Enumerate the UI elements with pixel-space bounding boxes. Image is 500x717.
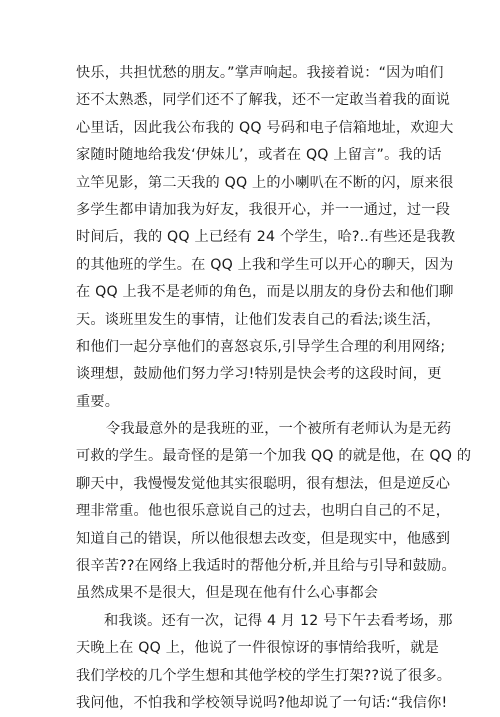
text-line: 聊天中，我慢慢发觉他其实很聪明，很有想法，但是逆反心: [76, 475, 451, 492]
text-line: 时间后，我的 QQ 上已经有 24 个学生，哈?..有些还是我教: [76, 229, 456, 246]
paragraph-start-line: 令我最意外的是我班的亚，一个被所有老师认为是无药: [106, 421, 452, 438]
text-line: 重要。: [76, 393, 120, 410]
text-line: 和他们一起分享他们的喜怒哀乐,引导学生合理的利用网络;: [76, 338, 446, 355]
text-line: 很辛苦??在网络上我适时的帮他分析,并且给与引导和鼓励。: [76, 558, 456, 575]
text-line: 家随时随地给我发‘伊妹儿’，或者在 QQ 上留言”。我的话: [76, 147, 442, 164]
text-line: 还不太熟悉，同学们还不了解我，还不一定敢当着我的面说: [76, 92, 451, 109]
text-line: 立竿见影，第二天我的 QQ 上的小喇叭在不断的闪，原来很: [76, 174, 454, 191]
paragraph-start-line: 和我谈。还有一次，记得 4 月 12 号下午去看考场，那: [104, 612, 453, 629]
text-line: 我问他，不怕我和学校领导说吗?他却说了一句话:“我信你!: [76, 694, 448, 711]
text-line: 虽然成果不是很大，但是现在他有什么心事都会: [76, 585, 379, 602]
text-line: 谈理想，鼓励他们努力学习!特别是快会考的这段时间，更: [76, 366, 442, 383]
text-line: 理非常重。他也很乐意说自己的过去，也明白自己的不足，: [76, 503, 451, 520]
text-line: 心里话，因此我公布我的 QQ 号码和电子信箱地址，欢迎大: [76, 119, 454, 136]
text-line: 在 QQ 上我不是老师的角色，而是以朋友的身份去和他们聊: [76, 284, 454, 301]
text-line: 我们学校的几个学生想和其他学校的学生打架??说了很多。: [76, 667, 452, 684]
body-text: [76, 60, 472, 717]
text-line: 多学生都申请加我为好友，我很开心，并一一通过，过一段: [76, 201, 451, 218]
text-line: 天晚上在 QQ 上，他说了一件很惊讶的事情给我听，就是: [76, 640, 440, 657]
text-line: 知道自己的错误，所以他很想去改变，但是现实中，他感到: [76, 530, 451, 547]
text-line: 快乐，共担忧愁的朋友。”掌声响起。我接着说：“因为咱们: [76, 65, 444, 81]
text-line: 可救的学生。最奇怪的是第一个加我 QQ 的就是他，在 QQ 的: [76, 448, 472, 465]
text-line: 的其他班的学生。在 QQ 上我和学生可以开心的聊天，因为: [76, 256, 454, 273]
text-line: 天。谈班里发生的事情，让他们发表自己的看法;谈生活，: [76, 311, 441, 328]
